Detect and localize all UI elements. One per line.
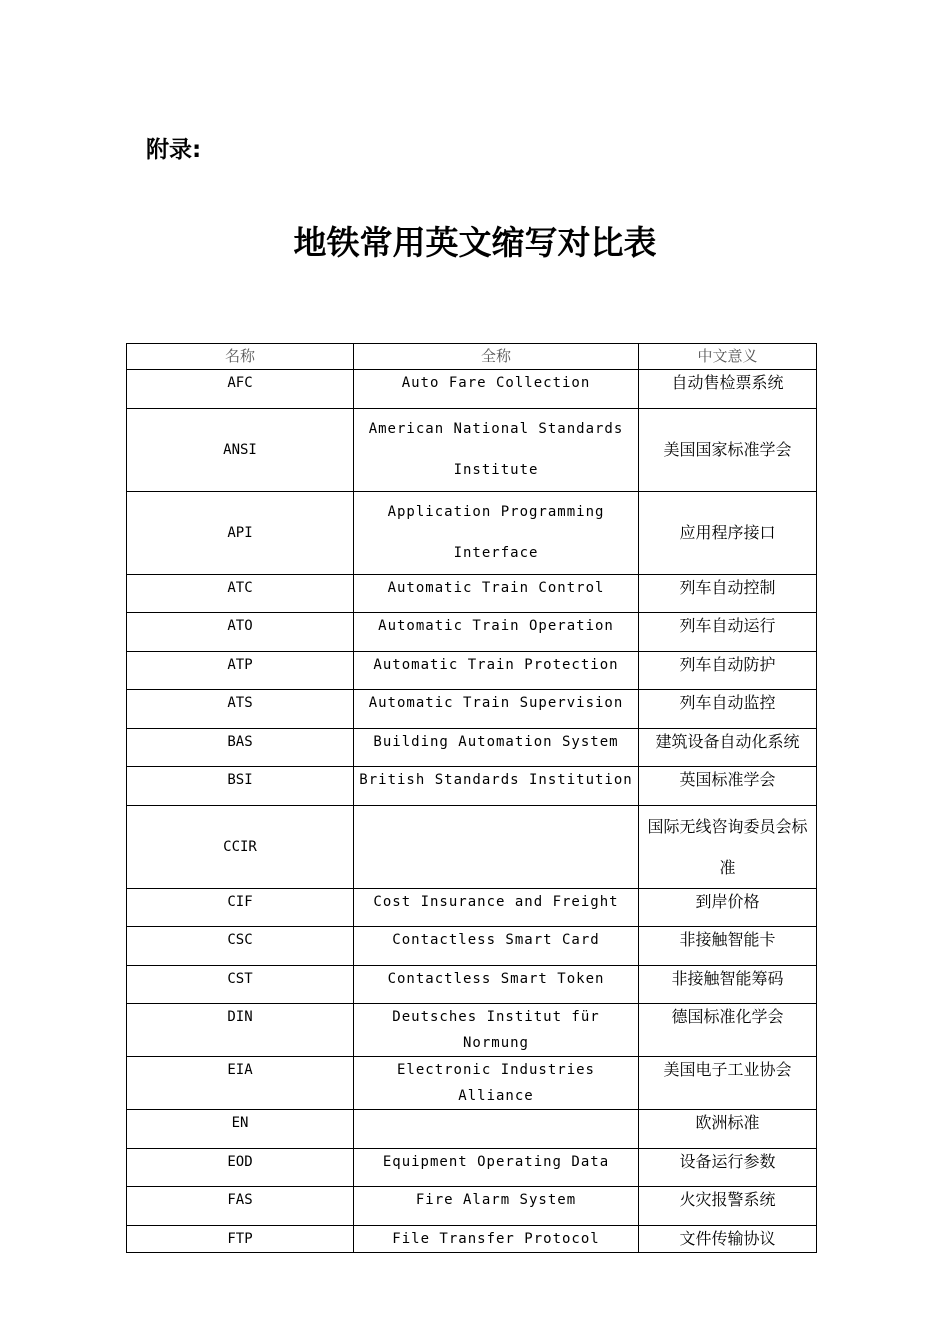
full-name-cell: File Transfer Protocol: [354, 1225, 639, 1252]
appendix-label: 附录:: [146, 137, 202, 163]
full-name-cell: Contactless Smart Token: [354, 965, 639, 1004]
full-name-cell: Automatic Train Protection: [354, 651, 639, 690]
table-row: [127, 1148, 817, 1187]
table-row: [127, 690, 817, 729]
abbr-cell: ANSI: [127, 408, 354, 491]
full-name-cell: Automatic Train Supervision: [354, 690, 639, 729]
abbr-cell: CST: [127, 965, 354, 1004]
table-row: [127, 1057, 817, 1110]
full-name-cell: [354, 1110, 639, 1149]
abbr-cell: FTP: [127, 1225, 354, 1252]
table-row: [127, 927, 817, 966]
chinese-meaning-cell: 列车自动控制: [639, 574, 817, 613]
full-name-cell: Cost Insurance and Freight: [354, 888, 639, 927]
abbr-cell: ATO: [127, 613, 354, 652]
full-name-cell: Auto Fare Collection: [354, 370, 639, 409]
table-row: [127, 1225, 817, 1252]
abbr-cell: DIN: [127, 1004, 354, 1057]
chinese-meaning-cell: 文件传输协议: [639, 1225, 817, 1252]
abbr-cell: CIF: [127, 888, 354, 927]
header-chinese-meaning: 中文意义: [639, 344, 817, 370]
abbr-cell: CCIR: [127, 805, 354, 888]
full-name-cell: Deutsches Institut für Normung: [354, 1004, 639, 1057]
abbr-cell: AFC: [127, 370, 354, 409]
table-header-row: [127, 344, 817, 370]
full-name-cell: [354, 805, 639, 888]
table-row: [127, 491, 817, 574]
table-row: [127, 805, 817, 888]
abbr-cell: API: [127, 491, 354, 574]
chinese-meaning-cell: 英国标准学会: [639, 767, 817, 806]
full-name-cell: Contactless Smart Card: [354, 927, 639, 966]
chinese-meaning-cell: 到岸价格: [639, 888, 817, 927]
header-name: 名称: [127, 344, 354, 370]
full-name-cell: Automatic Train Operation: [354, 613, 639, 652]
abbreviation-table: [126, 343, 817, 1253]
abbr-cell: ATS: [127, 690, 354, 729]
header-full-name: 全称: [354, 344, 639, 370]
chinese-meaning-cell: 德国标准化学会: [639, 1004, 817, 1057]
chinese-meaning-cell: 非接触智能卡: [639, 927, 817, 966]
table-row: [127, 965, 817, 1004]
full-name-cell: American National Standards Institute: [354, 408, 639, 491]
table-row: [127, 1187, 817, 1226]
table-row: [127, 1110, 817, 1149]
table-row: [127, 574, 817, 613]
abbr-cell: BAS: [127, 728, 354, 767]
chinese-meaning-cell: 美国电子工业协会: [639, 1057, 817, 1110]
chinese-meaning-cell: 列车自动防护: [639, 651, 817, 690]
document-title: 地铁常用英文缩写对比表: [293, 223, 657, 262]
table-row: [127, 1004, 817, 1057]
chinese-meaning-cell: 自动售检票系统: [639, 370, 817, 409]
chinese-meaning-cell: 应用程序接口: [639, 491, 817, 574]
abbr-cell: ATP: [127, 651, 354, 690]
abbr-cell: ATC: [127, 574, 354, 613]
chinese-meaning-cell: 欧洲标准: [639, 1110, 817, 1149]
chinese-meaning-cell: 建筑设备自动化系统: [639, 728, 817, 767]
table-row: [127, 370, 817, 409]
full-name-cell: Application Programming Interface: [354, 491, 639, 574]
abbr-cell: EN: [127, 1110, 354, 1149]
chinese-meaning-cell: 设备运行参数: [639, 1148, 817, 1187]
full-name-cell: Electronic Industries Alliance: [354, 1057, 639, 1110]
table-row: [127, 767, 817, 806]
chinese-meaning-cell: 非接触智能筹码: [639, 965, 817, 1004]
full-name-cell: Building Automation System: [354, 728, 639, 767]
chinese-meaning-cell: 列车自动运行: [639, 613, 817, 652]
table-row: [127, 613, 817, 652]
chinese-meaning-cell: 火灾报警系统: [639, 1187, 817, 1226]
full-name-cell: Fire Alarm System: [354, 1187, 639, 1226]
abbr-cell: FAS: [127, 1187, 354, 1226]
abbr-cell: EIA: [127, 1057, 354, 1110]
full-name-cell: British Standards Institution: [354, 767, 639, 806]
chinese-meaning-cell: 列车自动监控: [639, 690, 817, 729]
chinese-meaning-cell: 美国国家标准学会: [639, 408, 817, 491]
table-row: [127, 651, 817, 690]
chinese-meaning-cell: 国际无线咨询委员会标准: [639, 805, 817, 888]
table-row: [127, 408, 817, 491]
full-name-cell: Automatic Train Control: [354, 574, 639, 613]
full-name-cell: Equipment Operating Data: [354, 1148, 639, 1187]
abbr-cell: CSC: [127, 927, 354, 966]
abbr-cell: EOD: [127, 1148, 354, 1187]
abbr-cell: BSI: [127, 767, 354, 806]
table-row: [127, 888, 817, 927]
table-row: [127, 728, 817, 767]
